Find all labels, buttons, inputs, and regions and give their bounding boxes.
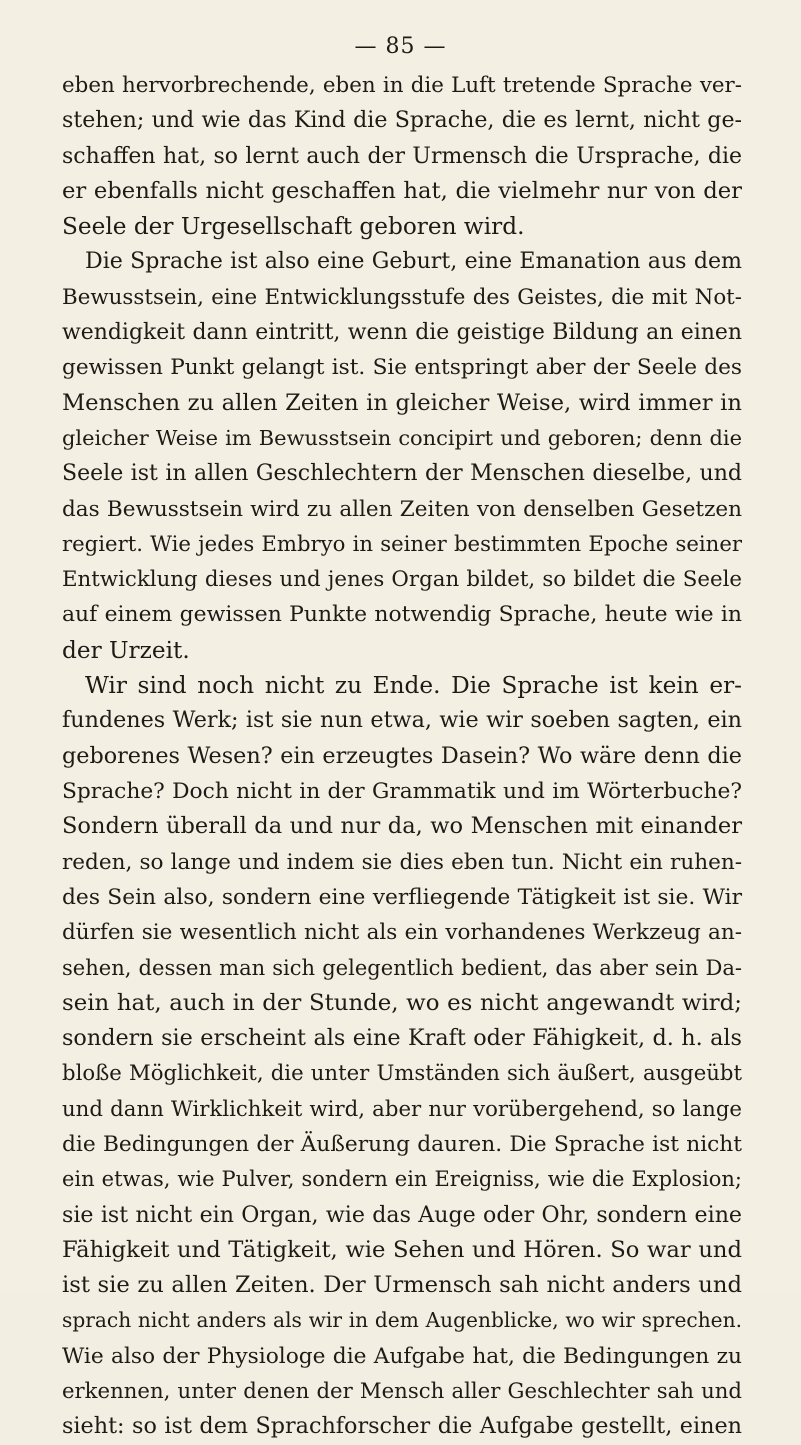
- text-line-18: Wir sind noch nicht zu Ende. Die Sprache ist kein er-: [85, 672, 742, 700]
- text-line-9: gewissen Punkt gelangt ist. Sie entspringt aber der Seele des: [62, 355, 742, 381]
- text-line-24: des Sein also, sondern eine verfliegende Tätigkeit ist sie. Wir: [62, 884, 742, 910]
- text-line-21: Sprache? Doch nicht in der Grammatik und im Wörterbuche?: [62, 778, 742, 804]
- text-line-23: reden, so lange und indem sie dies eben tun. Nicht ein ruhen-: [62, 849, 742, 875]
- text-line-11: gleicher Weise im Bewusstsein concipirt und geboren; denn die: [62, 425, 742, 450]
- text-line-37: Wie also der Physiologe die Aufgabe hat, die Bedingungen zu: [62, 1343, 742, 1369]
- text-line-7: Bewusstsein, eine Entwicklungsstufe des Geistes, die mit Not-: [62, 284, 742, 310]
- text-line-17: der Urzeit.: [62, 636, 190, 664]
- page-number: — 85 —: [354, 34, 447, 59]
- body-text: [62, 68, 742, 1445]
- text-line-1: eben hervorbrechende, eben in die Luft tretende Sprache ver-: [62, 73, 742, 98]
- text-line-3: schaffen hat, so lernt auch der Urmensch die Ursprache, die: [62, 143, 742, 169]
- text-line-15: Entwicklung dieses und jenes Organ bildet, so bildet die Seele: [62, 567, 742, 593]
- text-line-12: Seele ist in allen Geschlechtern der Menschen dieselbe, und: [62, 461, 742, 487]
- text-line-16: auf einem gewissen Punkte notwendig Sprache, heute wie in: [62, 602, 742, 628]
- text-line-8: wendigkeit dann eintritt, wenn die geistige Bildung an einen: [62, 320, 742, 346]
- text-line-4: er ebenfalls nicht geschaffen hat, die vielmehr nur von der: [62, 177, 742, 204]
- text-line-26: sehen, dessen man sich gelegentlich bedient, das aber sein Da-: [62, 955, 742, 981]
- text-line-25: dürfen sie wesentlich nicht als ein vorhandenes Werkzeug an-: [62, 920, 742, 946]
- text-line-19: fundenes Werk; ist sie nun etwa, wie wir soeben sagten, ein: [62, 707, 742, 734]
- text-line-5: Seele der Urgesellschaft geboren wird.: [62, 213, 525, 241]
- text-line-29: bloße Möglichkeit, die unter Umständen sich äußert, ausgeübt: [62, 1061, 742, 1087]
- text-line-31: die Bedingungen der Äußerung dauren. Die Sprache ist nicht: [62, 1131, 742, 1157]
- text-line-10: Menschen zu allen Zeiten in gleicher Weise, wird immer in: [62, 389, 742, 416]
- text-line-2: stehen; und wie das Kind die Sprache, die es lernt, nicht ge-: [62, 107, 742, 134]
- text-line-13: das Bewusstsein wird zu allen Zeiten von denselben Gesetzen: [62, 496, 742, 522]
- text-line-6: Die Sprache ist also eine Geburt, eine Emanation aus dem: [85, 248, 742, 275]
- text-line-28: sondern sie erscheint als eine Kraft oder Fähigkeit, d. h. als: [62, 1025, 742, 1052]
- text-line-34: Fähigkeit und Tätigkeit, wie Sehen und Hören. So war und: [62, 1236, 742, 1263]
- text-line-32: ein etwas, wie Pulver, sondern ein Ereigniss, wie die Explosion;: [62, 1167, 742, 1192]
- text-line-35: ist sie zu allen Zeiten. Der Urmensch sah nicht anders und: [62, 1272, 742, 1299]
- text-line-22: Sondern überall da und nur da, wo Menschen mit einander: [62, 813, 742, 840]
- text-line-20: geborenes Wesen? ein erzeugtes Dasein? Wo wäre denn die: [62, 742, 742, 769]
- text-line-36: sprach nicht anders als wir in dem Augenblicke, wo wir sprechen.: [62, 1308, 742, 1333]
- text-line-38: erkennen, unter denen der Mensch aller Geschlechter sah und: [62, 1378, 742, 1404]
- text-line-39: sieht: so ist dem Sprachforscher die Aufgabe gestellt, einen: [62, 1413, 742, 1440]
- text-line-33: sie ist nicht ein Organ, wie das Auge oder Ohr, sondern eine: [62, 1201, 742, 1228]
- text-line-30: und dann Wirklichkeit wird, aber nur vorübergehend, so lange: [62, 1096, 742, 1122]
- text-line-14: regiert. Wie jedes Embryo in seiner bestimmten Epoche seiner: [62, 531, 742, 557]
- text-line-27: sein hat, auch in der Stunde, wo es nicht angewandt wird;: [62, 989, 742, 1016]
